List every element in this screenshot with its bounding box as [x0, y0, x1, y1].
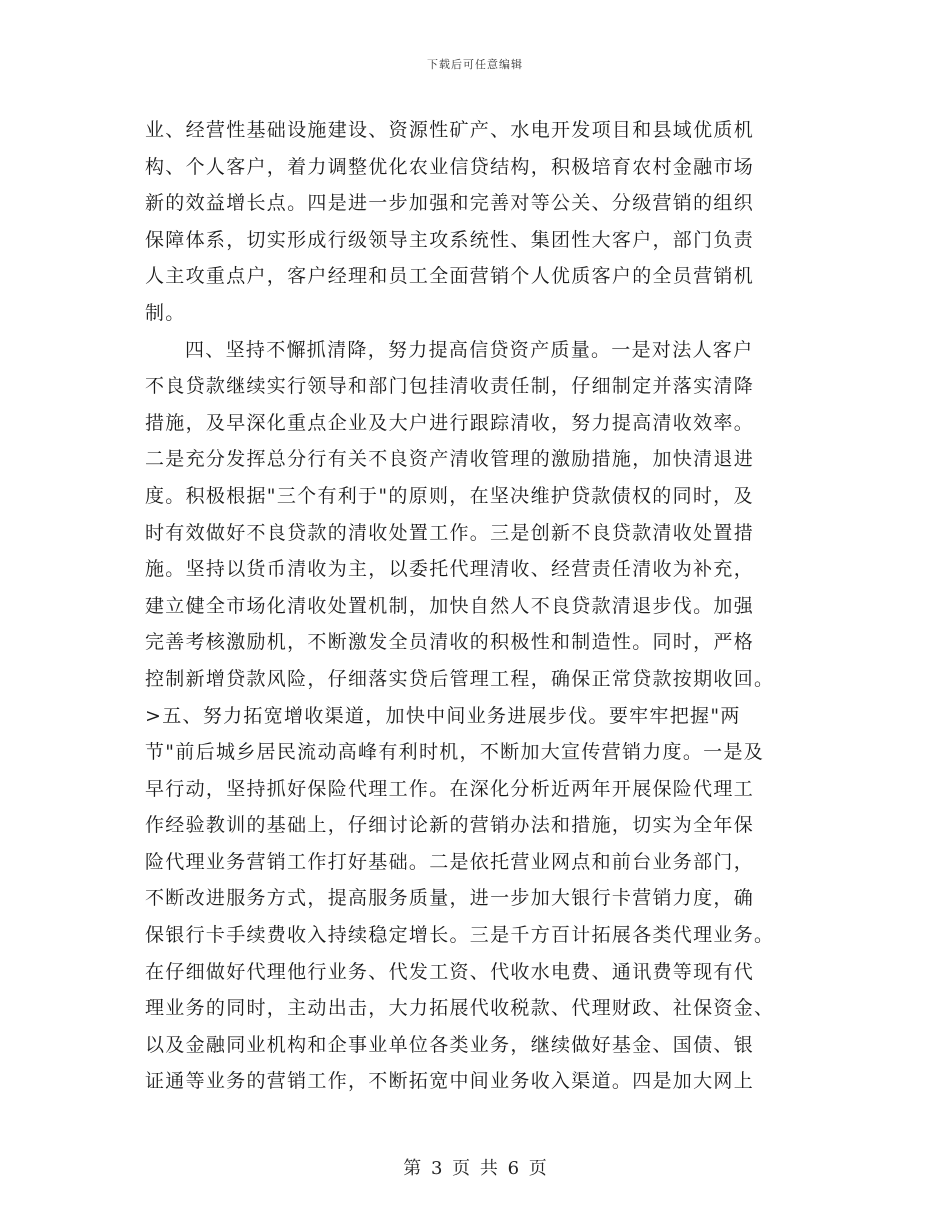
text-line: 作经验教训的基础上，仔细讨论新的营销办法和措施，切实为全年保 — [145, 814, 755, 837]
text-line: 险代理业务营销工作打好基础。二是依托营业网点和前台业务部门， — [145, 850, 755, 873]
text-line: 理业务的同时，主动出击，大力拓展代收税款、代理财政、社保资金、 — [145, 997, 775, 1020]
text-line: 人主攻重点户，客户经理和员工全面营销个人优质客户的全员营销机 — [145, 265, 755, 288]
text-line: 节"前后城乡居民流动高峰有利时机，不断加大宣传营销力度。一是及 — [145, 741, 765, 764]
text-line: 完善考核激励机，不断激发全员清收的积极性和制造性。同时，严格 — [145, 631, 755, 654]
document-body — [145, 112, 810, 1100]
text-line: 制。 — [145, 301, 186, 324]
text-line: 证通等业务的营销工作，不断拓宽中间业务收入渠道。四是加大网上 — [145, 1070, 755, 1093]
text-line: 建立健全市场化清收处置机制，加快自然人不良贷款清退步伐。加强 — [145, 594, 755, 617]
text-line: 业、经营性基础设施建设、资源性矿产、水电开发项目和县域优质机 — [145, 119, 755, 141]
text-line: 保银行卡手续费收入持续稳定增长。三是千方百计拓展各类代理业务。 — [145, 924, 775, 947]
text-line: 四、坚持不懈抓清降，努力提高信贷资产质量。一是对法人客户 — [185, 338, 754, 361]
text-line: >五、努力拓宽增收渠道，加快中间业务进展步伐。要牢牢把握"两 — [145, 704, 741, 727]
text-line: 不良贷款继续实行领导和部门包挂清收责任制，仔细制定并落实清降 — [145, 375, 755, 398]
page-header: 下载后可任意编辑 — [427, 58, 523, 71]
text-line: 二是充分发挥总分行有关不良资产清收管理的激励措施，加快清退进 — [145, 448, 755, 471]
text-line: 在仔细做好代理他行业务、代发工资、代收水电费、通讯费等现有代 — [145, 960, 755, 983]
text-line: 措施，及早深化重点企业及大户进行跟踪清收，努力提高清收效率。 — [145, 411, 755, 434]
text-line: 构、个人客户，着力调整优化农业信贷结构，积极培育农村金融市场 — [145, 155, 755, 178]
text-line: 施。坚持以货币清收为主，以委托代理清收、经营责任清收为补充， — [145, 558, 755, 581]
text-line: 新的效益增长点。四是进一步加强和完善对等公关、分级营销的组织 — [145, 192, 755, 215]
text-line: 控制新增贷款风险，仔细落实贷后管理工程，确保正常贷款按期收回。 — [145, 667, 775, 690]
text-line: 度。积极根据"三个有利于"的原则，在坚决维护贷款债权的同时，及 — [145, 484, 754, 507]
text-line: 以及金融同业机构和企事业单位各类业务，继续做好基金、国债、银 — [145, 1033, 755, 1056]
text-line: 早行动，坚持抓好保险代理工作。在深化分析近两年开展保险代理工 — [145, 777, 755, 800]
page-number: 第 3 页 共 6 页 — [403, 1158, 547, 1179]
text-line: 保障体系，切实形成行级领导主攻系统性、集团性大客户，部门负责 — [145, 228, 755, 251]
text-line: 时有效做好不良贷款的清收处置工作。三是创新不良贷款清收处置措 — [145, 521, 755, 544]
text-line: 不断改进服务方式，提高服务质量，进一步加大银行卡营销力度，确 — [145, 887, 755, 910]
